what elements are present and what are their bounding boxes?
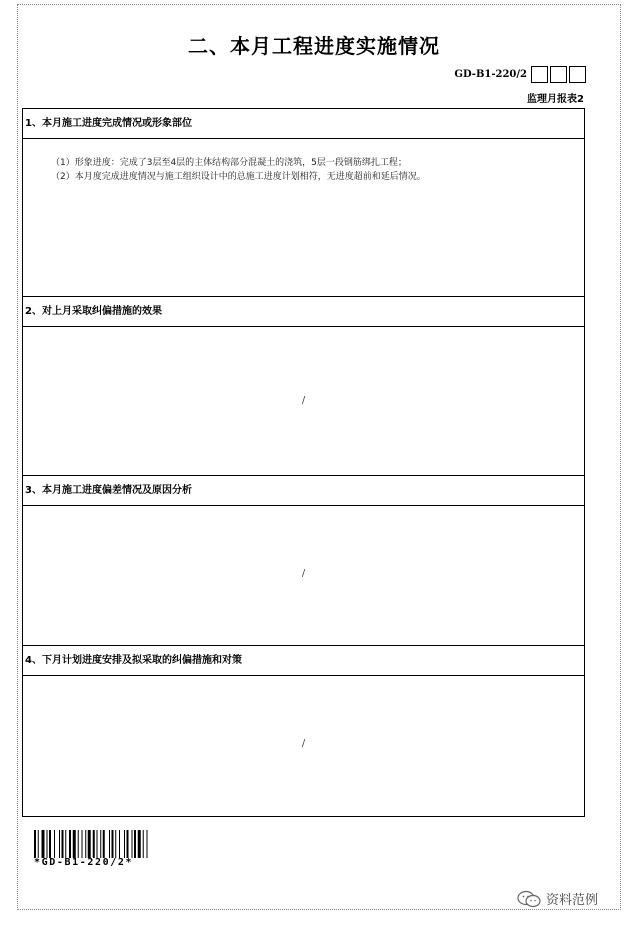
section-1-body[interactable] bbox=[23, 139, 584, 297]
section-2-heading: 2、对上月采取纠偏措施的效果 bbox=[23, 297, 584, 327]
section-1-line-1: （1）形象进度：完成了3层至4层的主体结构部分混凝土的浇筑，5层一段钢筋绑扎工程； bbox=[51, 158, 407, 168]
watermark-text: 资料范例 bbox=[546, 893, 599, 908]
barcode bbox=[34, 830, 182, 858]
watermark bbox=[516, 889, 598, 908]
report-form bbox=[22, 108, 585, 817]
section-4-heading: 4、下月计划进度安排及拟采取的纠偏措施和对策 bbox=[23, 646, 584, 676]
code-box-3[interactable] bbox=[569, 66, 586, 83]
section-3-empty-mark: / bbox=[301, 568, 306, 579]
section-4-empty-mark: / bbox=[301, 738, 306, 749]
code-box-1[interactable] bbox=[531, 66, 548, 83]
page-title: 二、本月工程进度实施情况 bbox=[188, 34, 440, 58]
section-2-body[interactable] bbox=[23, 327, 584, 476]
section-1-line-2: （2）本月度完成进度情况与施工组织设计中的总施工进度计划相符，无进度超前和延后情况。 bbox=[51, 172, 426, 182]
form-name: 监理月报表2 bbox=[527, 94, 584, 105]
section-3-body[interactable] bbox=[23, 506, 584, 646]
section-4-body[interactable] bbox=[23, 676, 584, 816]
section-3-heading: 3、本月施工进度偏差情况及原因分析 bbox=[23, 476, 584, 506]
wechat-icon bbox=[516, 890, 542, 908]
form-code-row bbox=[454, 66, 586, 83]
code-box-2[interactable] bbox=[550, 66, 567, 83]
form-code: GD-B1-220/2 bbox=[454, 69, 527, 80]
section-2-empty-mark: / bbox=[301, 395, 306, 406]
barcode-text: *GD-B1-220/2* bbox=[34, 857, 134, 868]
section-1-heading: 1、本月施工进度完成情况或形象部位 bbox=[23, 109, 584, 139]
